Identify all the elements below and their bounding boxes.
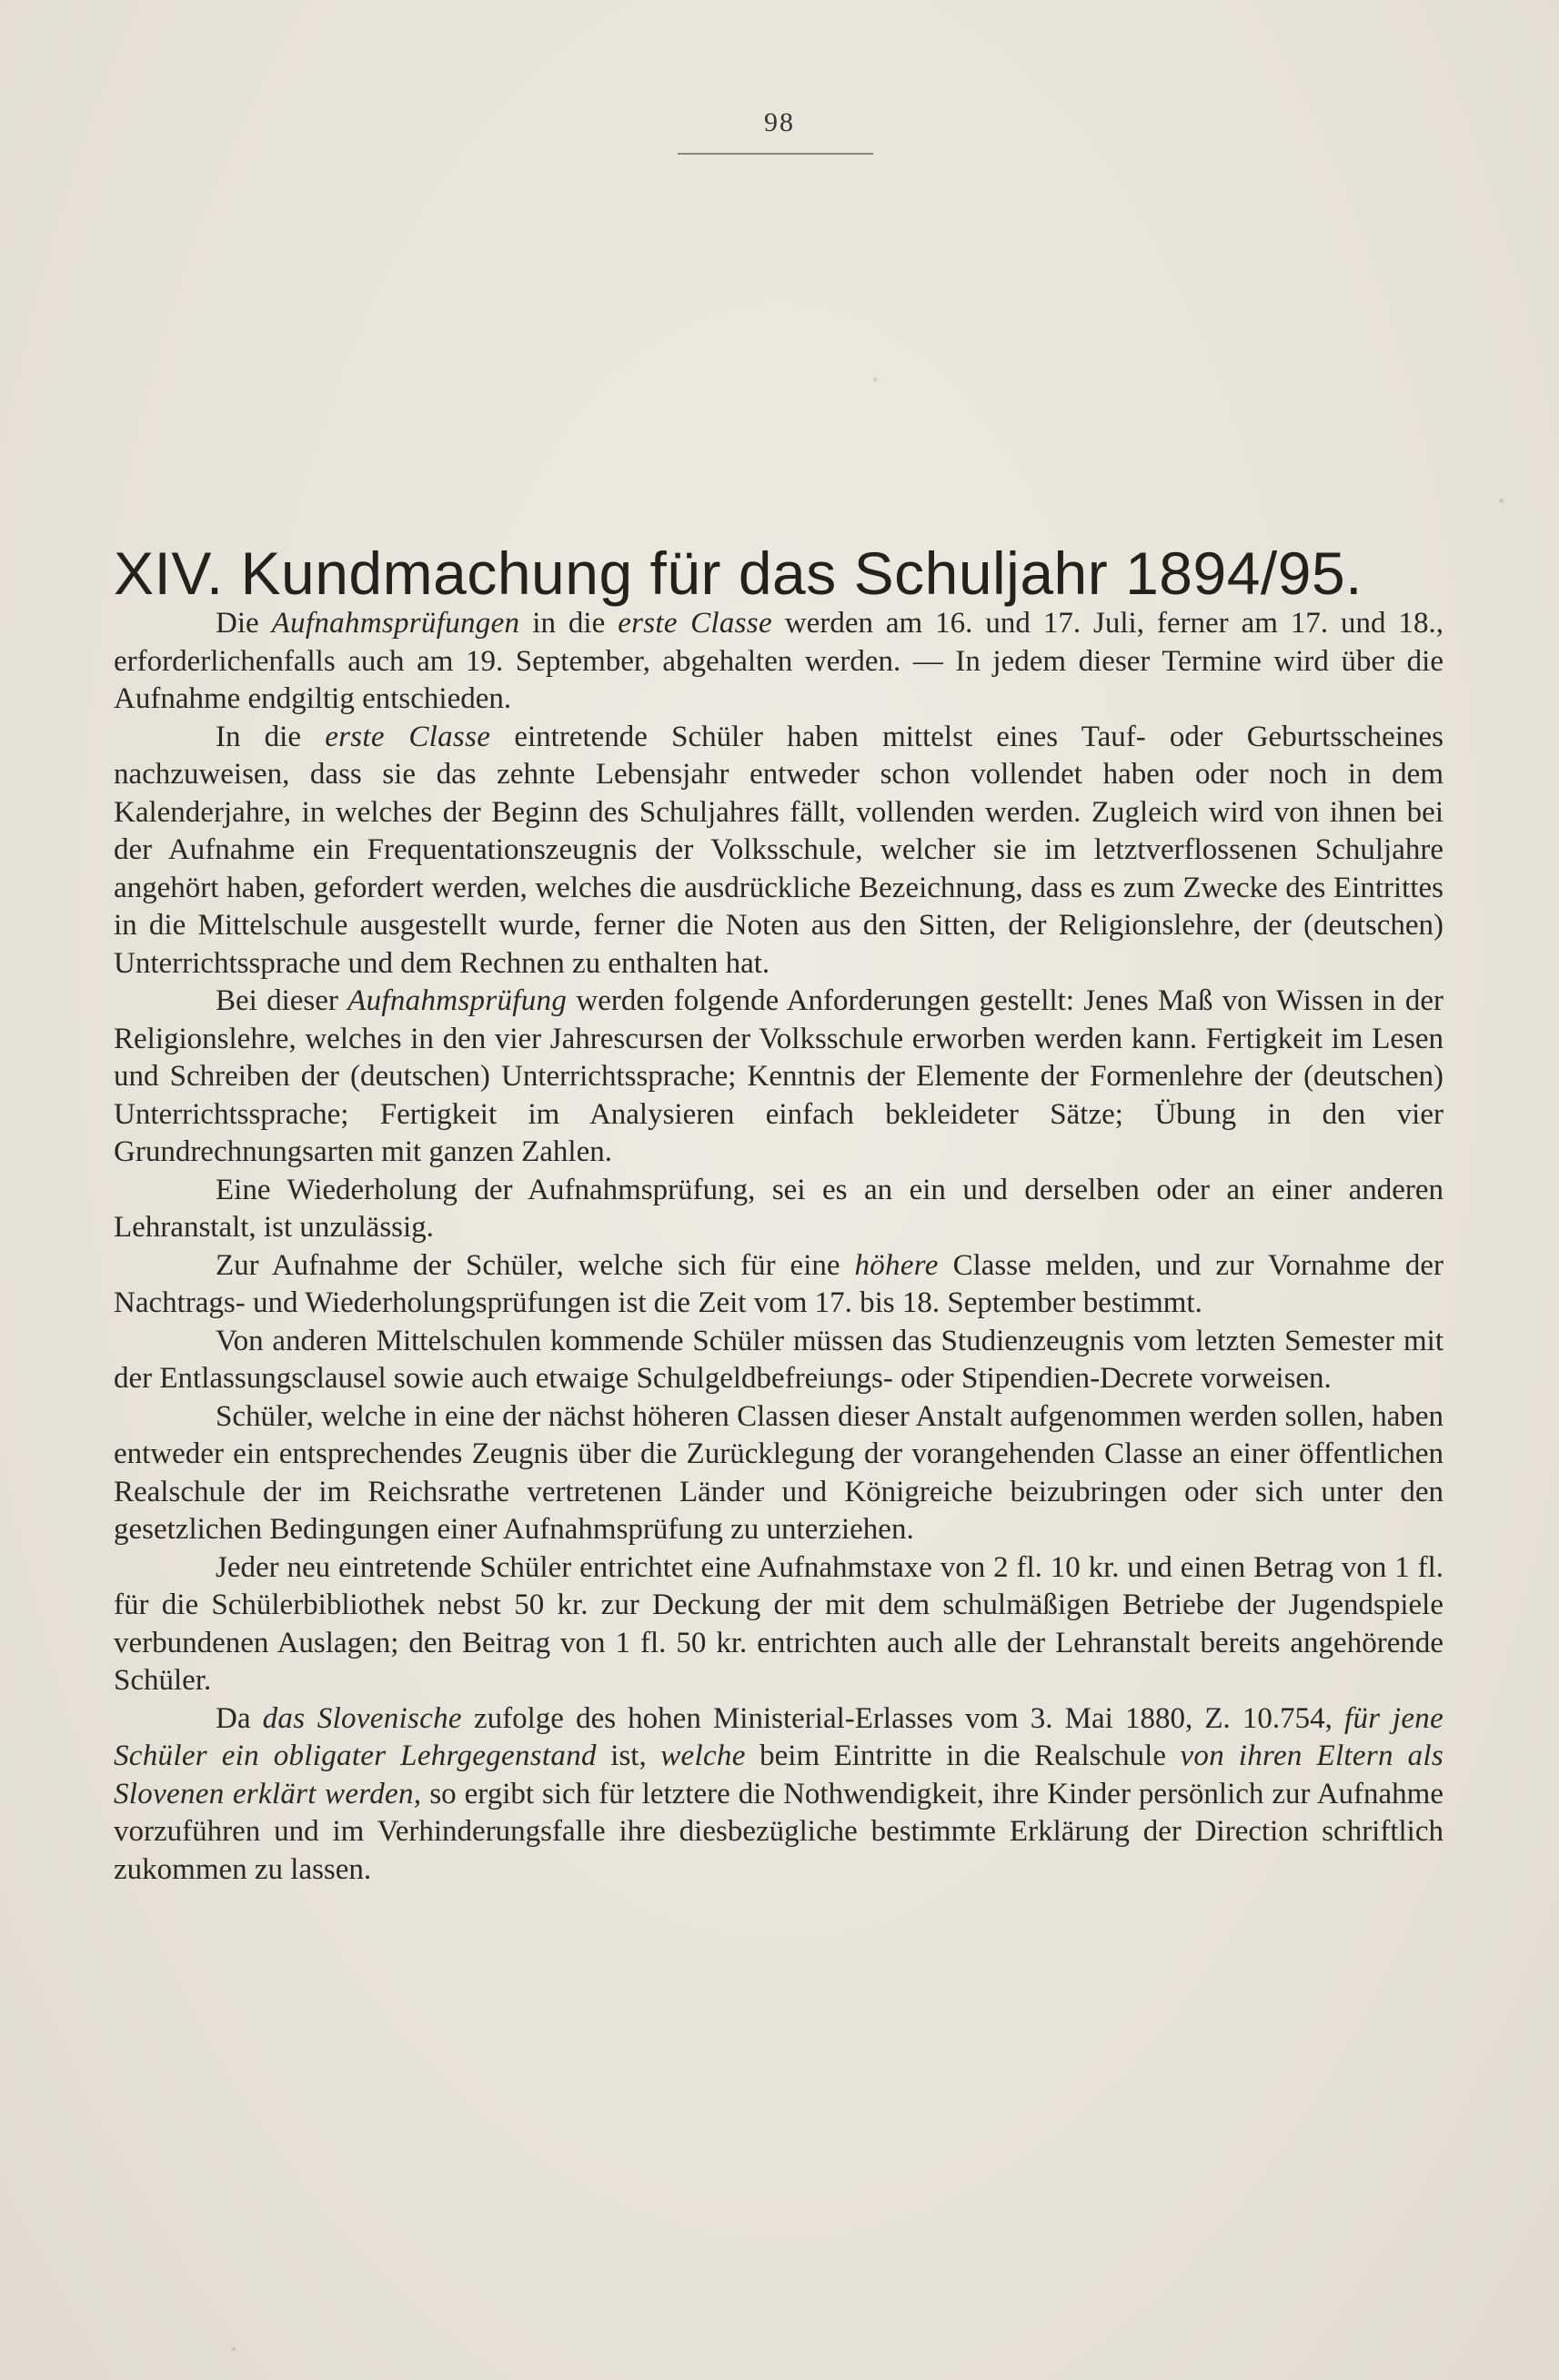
text-run: werden am 16. und 17. Juli, ferner am 17. und 18., erforderlichenfalls auch am 19. September, abgehalten werden. — In jedem dieser Termine wird über die Aufnahme endgiltig entschieden.: [114, 607, 1444, 715]
italic-text-run: für jene Schüler ein obligater Lehrgegenstand: [114, 1701, 1444, 1772]
text-run: In die: [216, 720, 326, 753]
italic-text-run: Aufnahmsprüfung: [347, 984, 568, 1017]
paper-speck: [1364, 1838, 1367, 1840]
document-body: [114, 605, 1443, 1889]
paragraph-no-repetition: [114, 1172, 1443, 1247]
italic-text-run: das Slovenische: [262, 1701, 462, 1735]
paper-speck: [1499, 499, 1504, 503]
paper-speck: [873, 378, 877, 381]
paragraph-slovene: [114, 1700, 1443, 1890]
paper-speck: [232, 2347, 236, 2351]
text-run: Die: [216, 607, 272, 640]
paragraph-fees: [114, 1549, 1443, 1700]
paragraph-higher-admission: [114, 1398, 1443, 1549]
section-heading: XIV. Kundmachung für das Schuljahr 1894/95.: [114, 540, 1363, 608]
text-run: zufolge des hohen Ministerial-Erlasses vom 3. Mai 1880, Z. 10.754,: [461, 1701, 1345, 1735]
text-run: werden folgende Anforderungen gestellt: Jenes Maß von Wissen in der Religionslehre, welches in den vier Jahrescursen der Volksschule erworben werden kann. Fertigkeit im Lesen und Schreiben der (deutschen) Unterrichtssprache; Kenntnis der Elemente der Formenlehre der (deutschen) Unterrichtssprache; Fertigkeit im Analysieren einfach bekleideter Sätze; Übung in den vier Grundrechnungsarten mit ganzen Zahlen.: [114, 984, 1444, 1168]
paragraph-admission-dates: [114, 605, 1443, 719]
text-run: Jeder neu eintretende Schüler entrichtet eine Aufnahmstaxe von 2 fl. 10 kr. und einen Betrag von 1 fl. für die Schülerbibliothek nebst 50 kr. zur Deckung der mit dem schulmäßigen Betriebe der Jugendspiele verbundenen Auslagen; den Beitrag von 1 fl. 50 kr. entrichten auch alle der Lehranstalt bereits angehörende Schüler.: [114, 1550, 1443, 1697]
text-run: Zur Aufnahme der Schüler, welche sich für eine: [216, 1248, 855, 1282]
paragraph-exam-requirements: [114, 983, 1443, 1172]
italic-text-run: höhere: [854, 1248, 939, 1282]
italic-text-run: erste Classe: [618, 607, 772, 640]
text-run: Eine Wiederholung der Aufnahmsprüfung, sei es an ein und derselben oder an einer anderen Lehranstalt, ist unzulässig.: [114, 1173, 1443, 1244]
text-run: eintretende Schüler haben mittelst eines Tauf- oder Geburtsscheines nachzuweisen, dass sie das zehnte Lebensjahr entweder schon vollendet haben oder noch in dem Kalenderjahre, in welches der Beginn des Schuljahres fällt, vollenden werden. Zugleich wird von ihnen bei der Aufnahme ein Frequentationszeugnis der Volksschule, welcher sie im letztverflossenen Schuljahre angehört haben, gefordert werden, welches die ausdrückliche Bezeichnung, dass es zum Zwecke des Eintrittes in die Mittelschule ausgestellt wurde, ferner die Noten aus den Sitten, der Religionslehre, der (deutschen) Unterrichtssprache und dem Rechnen zu enthalten hat.: [114, 720, 1443, 980]
text-run: Schüler, welche in eine der nächst höheren Classen dieser Anstalt aufgenommen werden sollen, haben entweder ein entsprechendes Zeugnis über die Zurücklegung der vorangehenden Classe an einer öffentlichen Realschule der im Reichsrathe vertretenen Länder und Königreiche beizubringen oder sich unter den gesetzlichen Bedingungen einer Aufnahmsprüfung zu unterziehen.: [114, 1399, 1443, 1546]
text-run: Classe melden, und zur Vornahme der Nachtrags- und Wiederholungsprüfungen ist die Zeit vom 17. bis 18. September bestimmt.: [114, 1248, 1443, 1319]
text-run: Da: [216, 1701, 263, 1735]
paragraph-first-class-requirements: [114, 719, 1443, 983]
page-number-rule: [678, 153, 873, 155]
italic-text-run: von ihren Eltern als Slovenen erklärt werden,: [114, 1740, 1443, 1810]
paragraph-other-schools: [114, 1323, 1443, 1398]
text-run: beim Eintritte in die Realschule: [745, 1740, 1181, 1772]
italic-text-run: erste Classe: [325, 720, 491, 753]
italic-text-run: welche: [660, 1740, 746, 1772]
italic-text-run: Aufnahmsprüfungen: [271, 607, 520, 640]
text-run: Von anderen Mittelschulen kommende Schüler müssen das Studienzeugnis vom letzten Semester mit der Entlassungsclausel sowie auch etwaige Schulgeldbefreiungs- oder Stipendien-Decrete vorweisen.: [114, 1324, 1443, 1395]
text-run: Bei dieser: [216, 984, 348, 1017]
text-run: in die: [519, 607, 619, 640]
paragraph-higher-class: [114, 1247, 1443, 1323]
text-run: ist,: [596, 1740, 661, 1772]
page-number: 98: [764, 107, 795, 137]
text-run: so ergibt sich für letztere die Nothwendigkeit, ihre Kinder persönlich zur Aufnahme vorzuführen und im Verhinderungsfalle ihre diesbezügliche bestimmte Erklärung der Direction schriftlich zukommen zu lassen.: [114, 1777, 1444, 1886]
